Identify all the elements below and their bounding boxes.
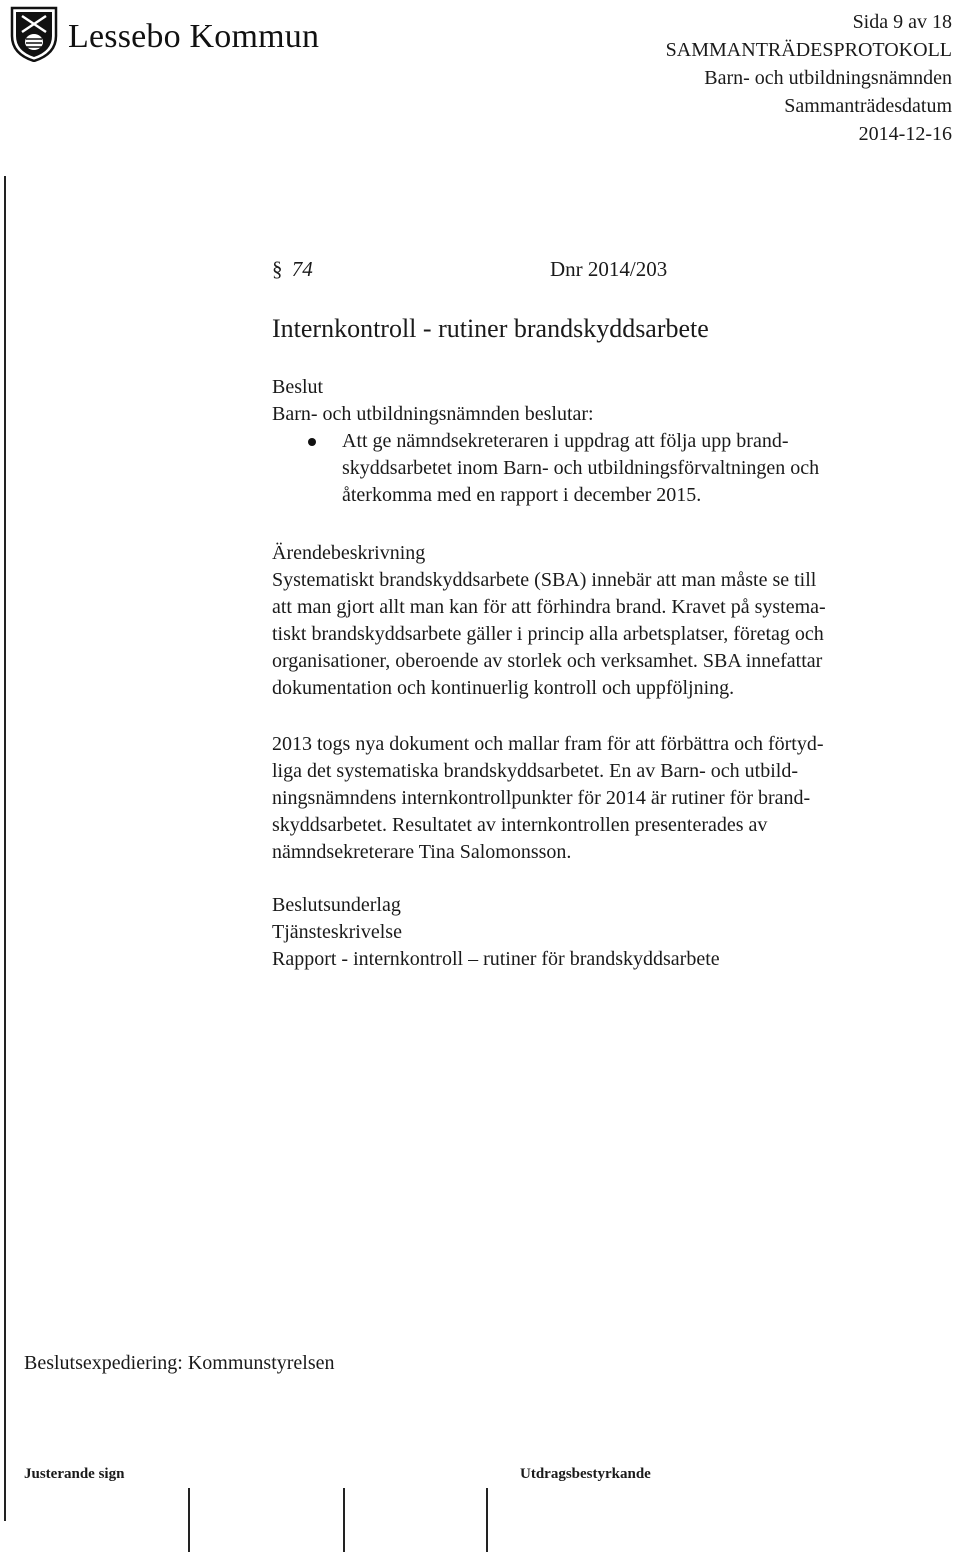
document-type: SAMMANTRÄDESPROTOKOLL xyxy=(665,39,952,61)
page-number: Sida 9 av 18 xyxy=(852,11,952,33)
decision-line: återkomma med en rapport i december 2015. xyxy=(342,484,702,506)
decision-heading: Beslut xyxy=(272,376,324,398)
text-line: nämndsekreterare Tina Salomonsson. xyxy=(272,841,572,863)
case-heading xyxy=(272,256,952,283)
text-line: ningsnämndens internkontrollpunkter för 2014 är rutiner för brand- xyxy=(272,787,811,809)
decision-basis-section xyxy=(272,892,952,973)
decision-basis-item: Rapport - internkontroll – rutiner för brandskyddsarbete xyxy=(272,948,720,970)
text-line: skyddsarbetet. Resultatet av internkontrollen presenterades av xyxy=(272,814,768,836)
diary-number: Dnr 2014/203 xyxy=(550,257,668,281)
case-description-paragraph-2 xyxy=(272,731,952,866)
signature-field-line xyxy=(188,1488,190,1552)
case-title: Internkontroll - rutiner brandskyddsarbete xyxy=(272,314,709,343)
justerande-sign-label: Justerande sign xyxy=(24,1466,125,1482)
margin-line xyxy=(4,176,6,1521)
meeting-date: 2014-12-16 xyxy=(858,123,952,145)
paragraph xyxy=(272,731,952,866)
section-number: 74 xyxy=(291,257,313,281)
text-line: Systematiskt brandskyddsarbete (SBA) innebär att man måste se till xyxy=(272,569,817,591)
case-description-heading: Ärendebeskrivning xyxy=(272,542,426,564)
case-description-section xyxy=(272,540,952,702)
text-line: att man gjort allt man kan för att förhindra brand. Kravet på systema- xyxy=(272,596,826,618)
signature-field-line xyxy=(343,1488,345,1552)
decision-line: skyddsarbetet inom Barn- och utbildningsförvaltningen och xyxy=(342,457,820,479)
decision-intro: Barn- och utbildningsnämnden beslutar: xyxy=(272,403,594,425)
document-header xyxy=(666,8,952,148)
decision-section xyxy=(272,374,952,509)
decision-basis-heading: Beslutsunderlag xyxy=(272,894,401,916)
logo-text: Lessebo Kommun xyxy=(68,18,320,55)
decision-basis-item: Tjänsteskrivelse xyxy=(272,921,402,943)
coat-of-arms-icon xyxy=(8,6,60,62)
section-symbol: § xyxy=(272,257,283,281)
bullet-icon xyxy=(308,438,316,446)
decision-list xyxy=(272,428,952,509)
utdragsbestyrkande-label: Utdragsbestyrkande xyxy=(520,1466,651,1482)
list-item xyxy=(272,428,952,509)
signature-field-line xyxy=(486,1488,488,1552)
case-description-paragraph xyxy=(272,567,952,702)
text-line: tiskt brandskyddsarbete gäller i princip alla arbetsplatser, företag och xyxy=(272,623,824,645)
meeting-date-label: Sammanträdesdatum xyxy=(784,95,952,117)
decision-line: Att ge nämndsekreteraren i uppdrag att följa upp brand- xyxy=(342,430,789,452)
municipality-logo xyxy=(8,6,358,66)
text-line: liga det systematiska brandskyddsarbetet. En av Barn- och utbild- xyxy=(272,760,798,782)
text-line: 2013 togs nya dokument och mallar fram för att förbättra och förtyd- xyxy=(272,733,824,755)
text-line: organisationer, oberoende av storlek och verksamhet. SBA innefattar xyxy=(272,650,823,672)
committee-name: Barn- och utbildningsnämnden xyxy=(704,67,952,89)
decision-distribution: Beslutsexpediering: Kommunstyrelsen xyxy=(24,1352,335,1374)
text-line: dokumentation och kontinuerlig kontroll och uppföljning. xyxy=(272,677,735,699)
